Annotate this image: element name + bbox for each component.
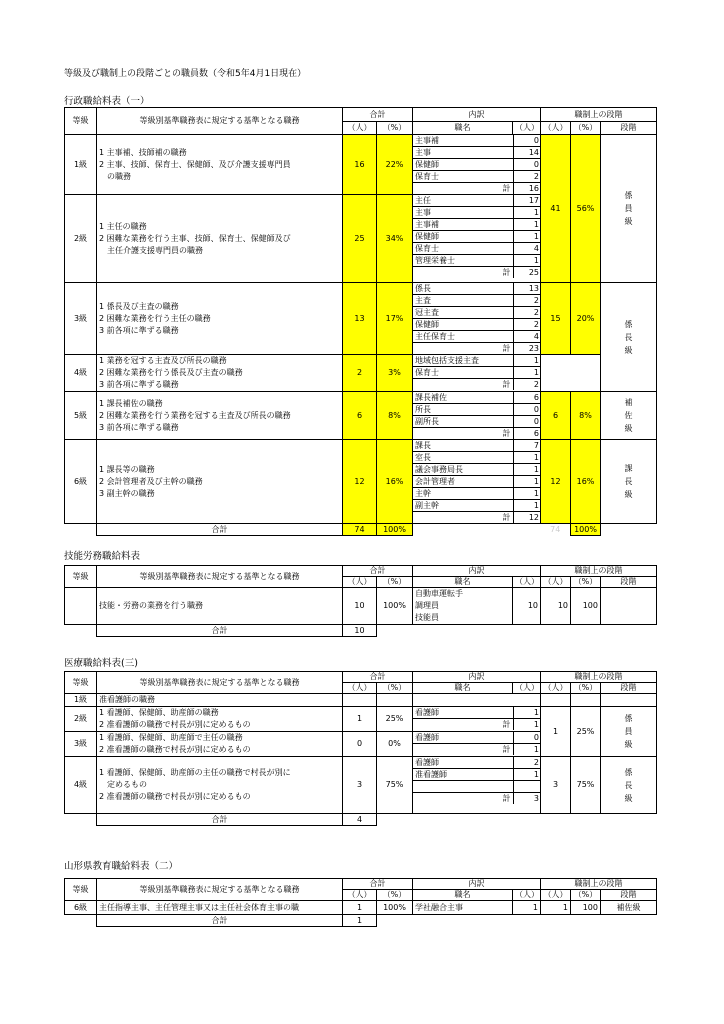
- job-count: 17: [513, 195, 541, 207]
- stage-name: 係員級: [601, 707, 657, 757]
- stage-pct: 20%: [571, 283, 601, 355]
- duty-line: 2 会計管理者及び主幹の職務: [99, 476, 203, 486]
- grade-cell: 2級: [65, 707, 97, 732]
- grade-row: [65, 392, 657, 440]
- duty-line: 3 前各項に準ずる職務: [99, 325, 179, 335]
- header-breakdown: 内訳: [413, 879, 541, 890]
- job-name: 自動車運転手: [415, 589, 463, 598]
- header-stage: 段階: [601, 890, 657, 901]
- persons-cell: 13: [343, 283, 377, 355]
- job-name: 室長: [413, 452, 513, 464]
- job-count: 1: [513, 500, 541, 512]
- duty-line: 1 課長補佐の職務: [99, 398, 163, 408]
- duty-cell: [97, 732, 343, 757]
- pct-cell: 100%: [377, 901, 413, 915]
- header-pct: （%）: [571, 577, 601, 588]
- grade-cell: 6級: [65, 440, 97, 524]
- job-count: 1: [513, 769, 541, 781]
- subtotal-label: 計: [413, 744, 513, 756]
- header-persons: （人）: [343, 577, 377, 588]
- header-jobname: 職名: [413, 683, 513, 694]
- job-name: 副主幹: [413, 500, 513, 512]
- grade-row: [65, 440, 657, 524]
- pct-cell: 8%: [377, 392, 413, 440]
- pct-cell: 25%: [377, 707, 413, 732]
- job-count: 1: [513, 464, 541, 476]
- duty-line: 1 課長等の職務: [99, 464, 155, 474]
- header-pct: （%）: [377, 122, 413, 135]
- job-name: 主事: [413, 207, 513, 219]
- duty-line: 2 困難な業務を行う主任の職務: [99, 313, 211, 323]
- job-count: 2: [513, 307, 541, 319]
- subtotal-label: 計: [413, 343, 513, 355]
- job-name: 調理員: [415, 601, 439, 610]
- header-grade: 等級: [65, 879, 97, 901]
- pct-cell: 100%: [377, 588, 413, 625]
- duty-line: 1 主任の職務: [99, 221, 147, 231]
- duty-line: 1 看護師、保健師、助産師の主任の職務で村長が別に: [99, 768, 291, 777]
- duty-line: 1 主事補、技師補の職務: [99, 147, 187, 157]
- breakdown-list: [413, 440, 541, 523]
- stage-name: 係長級: [601, 757, 657, 814]
- duty-line: 主任介護支援専門員の職務: [99, 245, 203, 255]
- header-persons: （人）: [513, 683, 541, 694]
- subtotal-count: 2: [533, 379, 539, 389]
- stage-name: 補佐級: [601, 392, 657, 440]
- header-pct: （%）: [571, 683, 601, 694]
- grade-cell: 4級: [65, 757, 97, 814]
- duty-line: 2 主事、技師、保育士、保健師、及び介護支援専門員: [99, 159, 291, 169]
- duty-cell: [97, 440, 343, 524]
- education-salary-table: [64, 878, 657, 927]
- persons-cell: 1: [343, 707, 377, 732]
- header-position: 職制上の段階: [541, 108, 657, 122]
- duty-cell: [97, 135, 343, 195]
- duty-line: 3 副主幹の職務: [99, 488, 155, 498]
- header-total: 合計: [343, 566, 413, 577]
- job-count: 7: [513, 440, 541, 452]
- job-name: 保育士: [413, 367, 513, 379]
- job-name: 保健師: [413, 159, 513, 171]
- grade-cell: 6級: [65, 901, 97, 915]
- subtotal-label: 計: [413, 719, 513, 731]
- header-breakdown: 内訳: [413, 566, 541, 577]
- duty-cell: [97, 195, 343, 283]
- job-name: 看護師: [413, 757, 513, 769]
- header-persons: （人）: [541, 890, 571, 901]
- job-name: 主任: [413, 195, 513, 207]
- job-count: 14: [513, 147, 541, 159]
- table2-title: 技能労務職給料表: [64, 551, 141, 562]
- duty-line: 1 看護師、保健師、助産師の職務: [99, 708, 219, 717]
- header-stage: 段階: [601, 683, 657, 694]
- job-count: 0: [513, 416, 541, 428]
- duty-line: の職務: [99, 171, 131, 181]
- job-name: 主事: [413, 147, 513, 159]
- subtotal-count: 23: [528, 343, 539, 353]
- persons-cell: 16: [343, 135, 377, 195]
- header-persons: （人）: [513, 890, 541, 901]
- job-count: 2: [513, 319, 541, 331]
- subtotal-label: 計: [413, 267, 513, 279]
- header-pct: （%）: [377, 683, 413, 694]
- duty-cell: 技能・労務の業務を行う職務: [97, 588, 343, 625]
- job-count: 2: [513, 295, 541, 307]
- grade-cell: 4級: [65, 355, 97, 392]
- stage-name: 係員級: [601, 135, 657, 283]
- job-count: 4: [513, 331, 541, 343]
- subtotal-label: 計: [413, 379, 513, 391]
- grade-cell: 5級: [65, 392, 97, 440]
- header-grade: 等級: [65, 108, 97, 135]
- stage-pct: 25%: [571, 707, 601, 757]
- job-name: 副所長: [413, 416, 513, 428]
- job-name: 管理栄養士: [413, 255, 513, 267]
- stage-persons: 41: [541, 135, 571, 283]
- skilled-labor-salary-table: [64, 565, 657, 637]
- job-count: 1: [513, 707, 541, 719]
- grade-row: [65, 355, 657, 392]
- pct-cell: 75%: [377, 757, 413, 814]
- duty-line: 2 困難な業務を行う係長及び主査の職務: [99, 368, 243, 377]
- grade-row: [65, 694, 657, 707]
- header-pct: （%）: [571, 890, 601, 901]
- breakdown-list: [413, 135, 541, 194]
- job-name: 冠主査: [413, 307, 513, 319]
- header-persons: （人）: [513, 577, 541, 588]
- job-count: 1: [513, 367, 541, 379]
- stage-name: 係長級: [601, 283, 657, 392]
- stage-pct: 100: [571, 901, 601, 915]
- pct-cell: 34%: [377, 195, 413, 283]
- stage-total-persons: 74: [550, 524, 561, 534]
- grade-row: [65, 707, 657, 732]
- header-jobname: 職名: [413, 122, 513, 135]
- header-jobname: 職名: [413, 577, 513, 588]
- job-name: 保健師: [413, 231, 513, 243]
- header-pct: （%）: [377, 890, 413, 901]
- header-persons: （人）: [513, 122, 541, 135]
- duty-cell: [97, 694, 343, 707]
- persons-cell: 25: [343, 195, 377, 283]
- pct-cell: 17%: [377, 283, 413, 355]
- header-total: 合計: [343, 108, 413, 122]
- job-name: 主査: [413, 295, 513, 307]
- breakdown-list: [413, 732, 541, 755]
- table4-title: 山形県教育職給料表（二）: [64, 861, 179, 872]
- total-persons: 74: [343, 524, 377, 536]
- total-label: 合計: [97, 625, 343, 637]
- subtotal-count: 25: [528, 267, 539, 277]
- total-persons: 1: [343, 915, 377, 927]
- job-count: 1: [513, 488, 541, 500]
- duty-cell: 主任指導主事、主任管理主事又は主任社会体育主事の職: [97, 901, 343, 915]
- job-count: 1: [513, 207, 541, 219]
- duty-line: 2 准看護師の職務で村長が別に定めるもの: [99, 792, 251, 801]
- subtotal-label: 計: [413, 183, 513, 195]
- job-count: 1: [513, 219, 541, 231]
- total-label: 合計: [97, 915, 343, 927]
- job-name: 主事補: [413, 219, 513, 231]
- job-count: 0: [513, 159, 541, 171]
- job-name: 保健師: [413, 319, 513, 331]
- job-count: 13: [513, 283, 541, 295]
- persons-cell: 12: [343, 440, 377, 524]
- stage-persons: 12: [541, 440, 571, 524]
- job-name: 学社融合主事: [413, 901, 513, 915]
- breakdown-list: [413, 195, 541, 278]
- job-count: 2: [513, 757, 541, 769]
- header-persons: （人）: [541, 683, 571, 694]
- header-total: 合計: [343, 879, 413, 890]
- header-persons: （人）: [541, 577, 571, 588]
- header-jobname: 職名: [413, 890, 513, 901]
- header-position: 職制上の段階: [541, 879, 657, 890]
- header-persons: （人）: [343, 890, 377, 901]
- job-name: 議会事務局長: [413, 464, 513, 476]
- total-label: 合計: [97, 814, 343, 826]
- job-name: 主任保育士: [413, 331, 513, 343]
- job-name: 看護師: [413, 707, 513, 719]
- duty-cell: [97, 707, 343, 732]
- job-name: 主幹: [413, 488, 513, 500]
- job-count: 1: [513, 901, 541, 915]
- total-pct: 100%: [377, 524, 413, 536]
- job-count: 2: [513, 171, 541, 183]
- header-duty: 等級別基準職務表に規定する基準となる職務: [97, 108, 343, 135]
- stage-pct: 8%: [571, 392, 601, 440]
- job-name: 准看護師: [413, 769, 513, 781]
- job-name: 所長: [413, 404, 513, 416]
- breakdown-list: [413, 392, 541, 439]
- pct-cell: 0%: [377, 732, 413, 757]
- grade-row: [65, 757, 657, 814]
- stage-persons: 10: [541, 588, 571, 625]
- header-duty: 等級別基準職務表に規定する基準となる職務: [97, 879, 343, 901]
- breakdown-list: [413, 757, 541, 804]
- stage-pct: 56%: [571, 135, 601, 283]
- table1-title: 行政職給料表（一）: [64, 96, 150, 107]
- job-count: 1: [513, 452, 541, 464]
- subtotal-label: 計: [413, 793, 513, 805]
- job-name: 保育士: [413, 243, 513, 255]
- duty-line: 2 困難な業務を行う業務を冠する主査及び所長の職務: [99, 410, 291, 420]
- header-duty: 等級別基準職務表に規定する基準となる職務: [97, 672, 343, 694]
- header-position: 職制上の段階: [541, 672, 657, 683]
- stage-persons: 1: [541, 901, 571, 915]
- grade-cell: 1級: [65, 135, 97, 195]
- persons-cell: 2: [343, 355, 377, 392]
- persons-cell: [343, 694, 377, 707]
- header-breakdown: 内訳: [413, 672, 541, 683]
- duty-cell: [97, 355, 343, 392]
- header-persons: （人）: [343, 683, 377, 694]
- job-name: 会計管理者: [413, 476, 513, 488]
- stage-name: 補佐級: [601, 901, 657, 915]
- subtotal-count: 1: [533, 744, 539, 754]
- header-breakdown: 内訳: [413, 108, 541, 122]
- grade-row: [65, 135, 657, 195]
- job-count: 0: [513, 732, 541, 744]
- job-name: 保育士: [413, 171, 513, 183]
- pct-cell: [377, 694, 413, 707]
- job-count: 1: [513, 355, 541, 367]
- stage-persons: 15: [541, 283, 571, 355]
- job-count: 0: [513, 135, 541, 147]
- job-name: 技能員: [415, 613, 439, 622]
- subtotal-label: 計: [413, 428, 513, 440]
- job-count: 6: [513, 392, 541, 404]
- persons-cell: 3: [343, 757, 377, 814]
- persons-cell: 1: [343, 901, 377, 915]
- subtotal-count: 3: [533, 793, 539, 803]
- duty-line: 2 困難な業務を行う主事、技師、保育士、保健師及び: [99, 233, 291, 243]
- total-persons: 4: [343, 814, 377, 826]
- job-count: 1: [513, 231, 541, 243]
- job-name: 課長補佐: [413, 392, 513, 404]
- persons-cell: 10: [343, 588, 377, 625]
- duty-line: 准看護師の職務: [99, 695, 155, 704]
- duty-line: 定めるもの: [99, 780, 147, 789]
- pct-cell: 22%: [377, 135, 413, 195]
- subtotal-count: 12: [528, 512, 539, 522]
- persons-cell: 6: [343, 392, 377, 440]
- duty-line: 2 准看護師の職務で村長が別に定めるもの: [99, 720, 251, 729]
- duty-line: 3 前各項に準ずる職務: [99, 422, 179, 432]
- stage-pct: 75%: [571, 757, 601, 814]
- header-pct: （%）: [377, 577, 413, 588]
- header-total: 合計: [343, 672, 413, 683]
- job-name: 地域包括支援主査: [413, 355, 513, 367]
- job-count: 1: [513, 255, 541, 267]
- header-duty: 等級別基準職務表に規定する基準となる職務: [97, 566, 343, 588]
- document-title: 等級及び職制上の段階ごとの職員数（令和5年4月1日現在）: [64, 69, 307, 79]
- grade-cell: 1級: [65, 694, 97, 707]
- subtotal-count: 1: [533, 719, 539, 729]
- total-persons: 10: [343, 625, 377, 637]
- header-stage: 段階: [601, 577, 657, 588]
- medical-salary-table: [64, 671, 657, 826]
- subtotal-count: 16: [528, 183, 539, 193]
- duty-line: 2 准看護師の職務で村長が別に定めるもの: [99, 745, 251, 754]
- stage-name: 課長級: [601, 440, 657, 524]
- header-position: 職制上の段階: [541, 566, 657, 577]
- stage-total-pct: 100%: [571, 524, 601, 536]
- grade-cell: 2級: [65, 195, 97, 283]
- subtotal-label: 計: [413, 512, 513, 524]
- grade-row: [65, 283, 657, 355]
- duty-line: 1 業務を冠する主査及び所長の職務: [99, 356, 227, 365]
- job-count: 0: [513, 404, 541, 416]
- duty-line: 1 看護師、保健師、助産師で主任の職務: [99, 733, 243, 742]
- total-label: 合計: [97, 524, 343, 536]
- header-grade: 等級: [65, 672, 97, 694]
- duty-cell: [97, 757, 343, 814]
- header-grade: 等級: [65, 566, 97, 588]
- job-name: 主事補: [413, 135, 513, 147]
- duty-cell: [97, 392, 343, 440]
- duty-cell: [97, 283, 343, 355]
- persons-cell: 0: [343, 732, 377, 757]
- grade-cell: 3級: [65, 283, 97, 355]
- header-pct: （%）: [571, 122, 601, 135]
- header-persons: （人）: [343, 122, 377, 135]
- job-count: 10: [513, 588, 541, 625]
- stage-persons: 6: [541, 392, 571, 440]
- subtotal-count: 6: [533, 428, 539, 438]
- header-persons: （人）: [541, 122, 571, 135]
- breakdown-list: [413, 707, 541, 730]
- stage-persons: 3: [541, 757, 571, 814]
- pct-cell: 3%: [377, 355, 413, 392]
- duty-line: 3 前各項に準ずる職務: [99, 380, 179, 389]
- stage-persons: 1: [541, 707, 571, 757]
- breakdown-list: [413, 283, 541, 354]
- duty-line: 1 係長及び主査の職務: [99, 301, 179, 311]
- job-name: 看護師: [413, 732, 513, 744]
- administrative-salary-table: [64, 107, 657, 536]
- job-name: 係長: [413, 283, 513, 295]
- stage-pct: 100: [571, 588, 601, 625]
- stage-pct: 16%: [571, 440, 601, 524]
- job-count: 1: [513, 476, 541, 488]
- job-name: 課長: [413, 440, 513, 452]
- grade-cell: 3級: [65, 732, 97, 757]
- pct-cell: 16%: [377, 440, 413, 524]
- breakdown-list: [413, 355, 541, 390]
- job-count: 4: [513, 243, 541, 255]
- header-stage: 段階: [601, 122, 657, 135]
- table3-title: 医療職給料表(三): [64, 658, 138, 669]
